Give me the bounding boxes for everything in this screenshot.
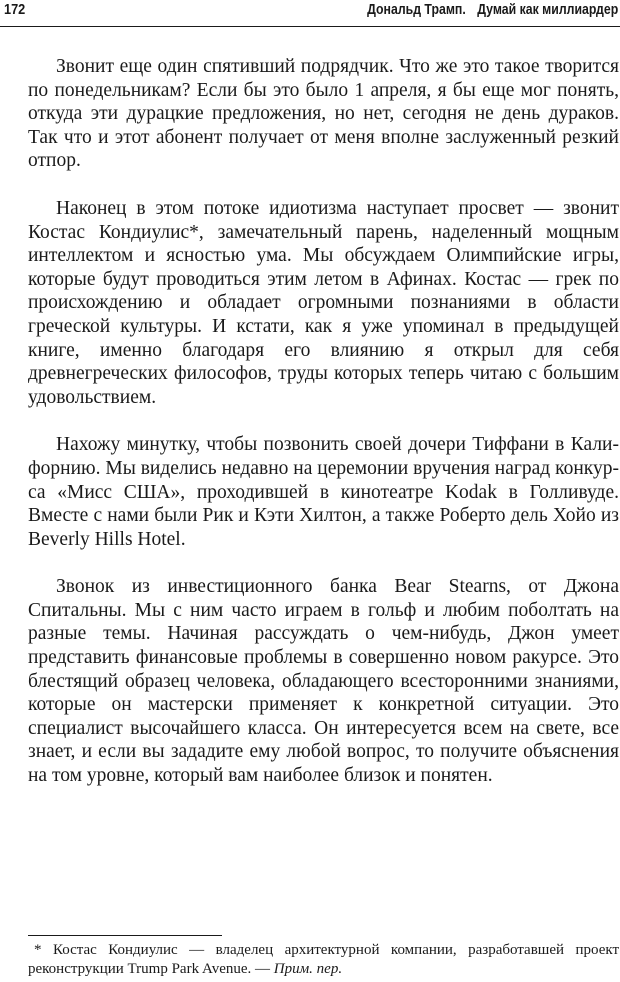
- paragraph: Звонит еще один спятивший подрядчик. Что же это такое творится по понедельникам? Если бы это было 1 апреля, я бы еще мог понять, откуда эти дурацкие предложения, но нет, сегодня не день дураков. Так что и этот абонент получает от меня вполне заслуженный резкий отпор.: [28, 56, 619, 172]
- running-title: [367, 1, 618, 18]
- page-number: 172: [4, 1, 26, 18]
- footnote-divider: [28, 935, 222, 936]
- footnote-text: * Костас Кондиулис — владелец архитектурной компании, разработавшей проект реконструкции Trump Park Avenue. —: [28, 942, 619, 977]
- body-text: [28, 55, 619, 788]
- paragraph: Наконец в этом потоке идиотизма наступает просвет — звонит Костас Кондиулис*, замечательный парень, наделенный мощным интеллектом и ясностью ума. Мы обсуждаем Олимпийские игры, которые будут проводиться этим летом в Афинах. Костас — грек по происхождению и обладает огромными познаниями в области греческой культуры. И кстати, как я уже упоминал в предыдущей книге, именно благодаря его влиянию я открыл для себя древнегреческих философов, труды которых теперь читаю с большим удовольствием.: [28, 197, 619, 408]
- paragraph: Нахожу минутку, чтобы позвонить своей дочери Тиффани в Калифорнию. Мы виделись недавно на церемонии вручения наград конкурса «Мисс США», проходившей в кинотеатре Kodak в Голливуде. Вместе с нами были Рик и Кэти Хилтон, а также Роберто дель Хойо из Beverly Hills Hotel.: [28, 434, 619, 550]
- running-title-author: Дональд Трамп.: [366, 1, 466, 18]
- paragraph: Звонок из инвестиционного банка Bear Stearns, от Джона Спитальны. Мы с ним часто играем в гольф и любим поболтать на разные темы. Начиная рассуждать о чем-нибудь, Джон умеет представить финансовые проблемы в совершенно новом ракурсе. Это блестящий образец человека, обладающего всесторонними знаниями, которые он мастерски применяет к конкретной ситуации. Это специалист высочайшего класса. Он интересуется всем на свете, все знает, и если вы зададите ему любой вопрос, то получите объяснения на том уровне, который вам наиболее близок и понятен.: [28, 576, 619, 787]
- translator-note: Прим. пер.: [273, 960, 343, 977]
- running-title-book: Думай как миллиардер: [477, 1, 618, 18]
- running-header: [0, 0, 620, 27]
- footnote: [28, 941, 619, 978]
